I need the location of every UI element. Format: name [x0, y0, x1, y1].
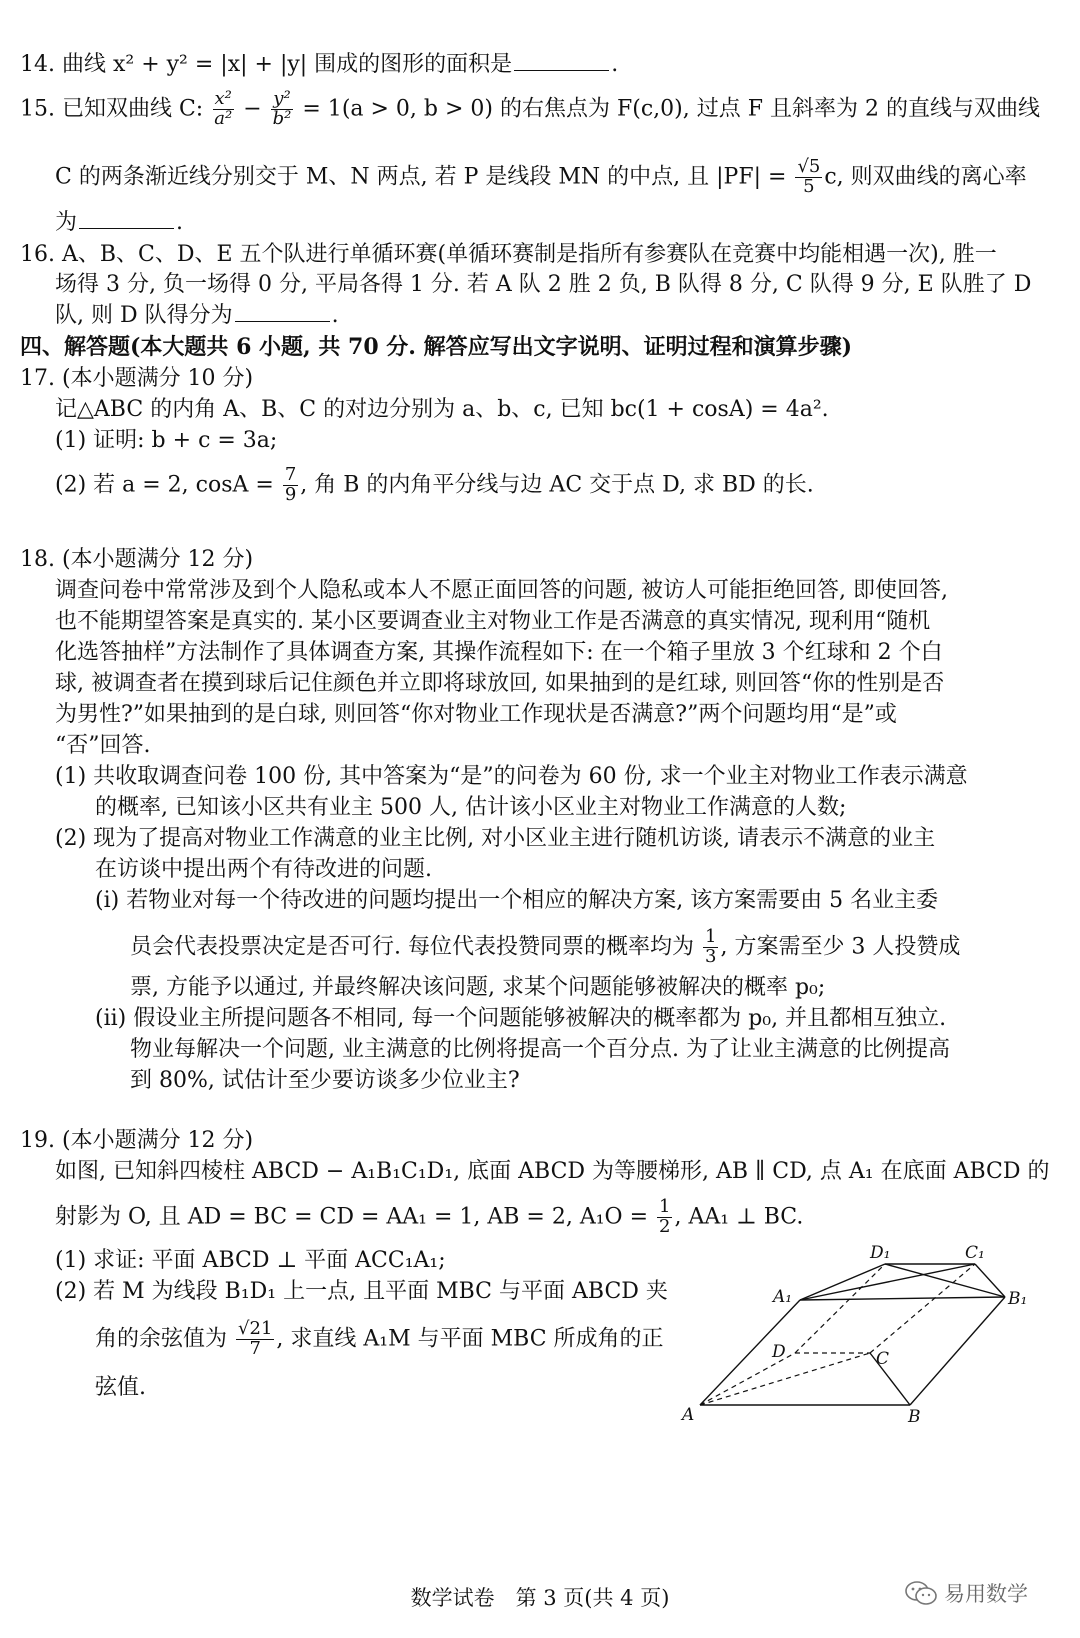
q19-p2-text: 角的余弦值为 [95, 1326, 228, 1352]
q19-line-1: 如图, 已知斜四棱柱 ABCD − A₁B₁C₁D₁, 底面 ABCD 为等腰梯形, AB ∥ CD, 点 A₁ 在底面 ABCD 的 [55, 1159, 1050, 1184]
frac-num: 7 [284, 464, 297, 485]
q18-sub-i-1: (i) 若物业对每一个待改进的问题均提出一个相应的解决方案, 该方案需要由 5 名业主委 [95, 888, 939, 913]
q19-part-2b [95, 1320, 664, 1359]
q19-part-2d: 弦值. [95, 1375, 146, 1400]
q14-end: . [611, 52, 619, 77]
frac-den: b² [272, 107, 292, 129]
q19-p2-text-c: , 求直线 A₁M 与平面 MBC 所成角的正 [276, 1326, 664, 1352]
fraction-y2-b2 [271, 90, 294, 129]
q18-part-1a: (1) 共收取调查问卷 100 份, 其中答案为“是”的问卷为 60 份, 求一个业主对物业工作表示满意 [55, 764, 968, 789]
q16-text-3: 队, 则 D 队得分为 [55, 303, 233, 328]
fraction-x2-a2 [212, 90, 234, 129]
label-A1: A₁ [773, 1287, 793, 1307]
q18-line-6: “否”回答. [55, 733, 151, 758]
frac-den: 9 [284, 483, 297, 505]
edge-D1B1 [885, 1264, 1005, 1297]
prism-figure [680, 1240, 1050, 1425]
label-C1: C₁ [965, 1243, 985, 1263]
q18-part-2b: 在访谈中提出两个有待改进的问题. [95, 857, 432, 882]
q15-end: . [176, 210, 184, 235]
page-footer: 数学试卷 第 3 页(共 4 页) [410, 1586, 670, 1610]
frac-num: 1 [659, 1196, 671, 1217]
q15-text-2: C 的两条渐近线分别交于 M、N 两点, 若 P 是线段 MN 的中点, 且 |PF| = [55, 164, 787, 190]
question-14 [20, 52, 618, 78]
q18-sub-ii-1: (ii) 假设业主所提问题各不相同, 每一个问题能够被解决的概率都为 p₀, 并且都相互独立. [95, 1006, 947, 1031]
answer-blank [235, 303, 330, 322]
label-B1: B₁ [1008, 1289, 1028, 1309]
edge-A1D1 [800, 1264, 885, 1300]
q18-sub-ii-2: 物业每解决一个问题, 业主满意的比例将提高一个百分点. 为了让业主满意的比例提高 [130, 1037, 950, 1062]
question-15-line-2 [55, 158, 1027, 197]
minus-sign: − [243, 96, 262, 122]
edge-CC1 [870, 1264, 975, 1353]
question-16-line-3 [55, 303, 339, 329]
edge-A1B1 [800, 1297, 1005, 1300]
q14-text: 14. 曲线 x² + y² = |x| + |y| 围成的图形的面积是 [20, 52, 513, 77]
edge-BB1 [910, 1297, 1005, 1405]
watermark-text: 易用数学 [944, 1582, 1028, 1606]
q18-part-2a: (2) 现为了提高对物业工作满意的业主比例, 对小区业主进行随机访谈, 请表示不满意的业主 [55, 826, 936, 851]
q17-part-2 [55, 466, 814, 505]
question-15-line-1 [20, 90, 1040, 129]
q17-part-1: (1) 证明: b + c = 3a; [55, 428, 278, 453]
frac-den: 3 [705, 945, 717, 967]
q17-p2-text-b: , 角 B 的内角平分线与边 AC 交于点 D, 求 BD 的长. [300, 472, 814, 498]
q17-line-1: 记△ABC 的内角 A、B、C 的对边分别为 a、b、c, 已知 bc(1 + cosA) = 4a². [55, 397, 829, 422]
q15-text-3: 为 [55, 210, 78, 235]
frac-num: √21 [238, 1318, 273, 1339]
q18-part-1b: 的概率, 已知该小区共有业主 500 人, 估计该小区业主对物业工作满意的人数; [95, 795, 847, 820]
frac-den: 5 [803, 175, 815, 197]
equals-one: = 1 [302, 96, 342, 122]
q15-text-1: 15. 已知双曲线 C: [20, 96, 204, 122]
section-heading: 四、解答题(本大题共 6 小题, 共 70 分. 解答应写出文字说明、证明过程和演算步骤) [20, 334, 853, 360]
q17-heading: 17. (本小题满分 10 分) [20, 366, 254, 391]
q15-text-1b: (a > 0, b > 0) 的右焦点为 F(c,0), 过点 F 且斜率为 2 的直线与双曲线 [341, 96, 1040, 122]
q17-p2-text: (2) 若 a = 2, cosA = [55, 472, 274, 498]
q18-line-1: 调查问卷中常常涉及到个人隐私或本人不愿正面回答的问题, 被访人可能拒绝回答, 即使回答, [55, 578, 948, 603]
q19-line-2 [55, 1198, 803, 1237]
q18-line-2: 也不能期望答案是真实的. 某小区要调查业主对物业工作是否满意的真实情况, 现利用“随机 [55, 609, 931, 634]
q18-line-4: 球, 被调查者在摸到球后记住颜色并立即将球放回, 如果抽到的是红球, 则回答“你的性别是否 [55, 671, 945, 696]
frac-num: 1 [705, 926, 717, 947]
q19-part-1: (1) 求证: 平面 ABCD ⊥ 平面 ACC₁A₁; [55, 1248, 446, 1273]
question-15-line-3 [55, 210, 183, 236]
edge-DD1 [795, 1264, 885, 1353]
q18-sub-i-2 [130, 928, 960, 967]
frac-den: a² [214, 107, 233, 129]
wechat-icon [904, 1580, 938, 1606]
label-D1: D₁ [870, 1243, 891, 1263]
question-16-line-1: 16. A、B、C、D、E 五个队进行单循环赛(单循环赛制是指所有参赛队在竞赛中均能相遇一次), 胜一 [20, 242, 997, 267]
q18-i2-text: 员会代表投票决定是否可行. 每位代表投赞同票的概率均为 [130, 934, 694, 960]
label-B: B [908, 1407, 921, 1425]
fraction-7-9 [283, 466, 298, 505]
q19-heading: 19. (本小题满分 12 分) [20, 1128, 254, 1153]
q18-sub-i-3: 票, 方能予以通过, 并最终解决该问题, 求某个问题能够被解决的概率 p₀; [130, 975, 826, 1000]
q19-part-2a: (2) 若 M 为线段 B₁D₁ 上一点, 且平面 MBC 与平面 ABCD 夹 [55, 1279, 668, 1304]
label-C: C [876, 1349, 890, 1369]
q18-line-5: 为男性?”如果抽到的是白球, 则回答“你对物业工作现状是否满意?”两个问题均用“是”或 [55, 702, 897, 727]
edge-C1B1 [975, 1264, 1005, 1297]
q18-line-3: 化选答抽样”方法制作了具体调查方案, 其操作流程如下: 在一个箱子里放 3 个红球和 2 个白 [55, 640, 943, 665]
frac-num: y² [273, 88, 291, 109]
watermark [904, 1578, 1028, 1608]
answer-blank [514, 52, 609, 71]
fraction-sqrt5-5 [795, 158, 822, 197]
q16-end: . [331, 303, 339, 328]
frac-den: 7 [249, 1337, 261, 1359]
frac-num: √5 [797, 156, 821, 177]
frac-den: 2 [659, 1215, 671, 1237]
fraction-sqrt21-7 [236, 1320, 274, 1359]
answer-blank [79, 210, 174, 229]
label-D: D [772, 1342, 786, 1362]
q19-l2-text: 射影为 O, 且 AD = BC = CD = AA₁ = 1, AB = 2, A₁O = [55, 1204, 649, 1230]
q18-heading: 18. (本小题满分 12 分) [20, 547, 254, 572]
q19-l2-text-b: , AA₁ ⊥ BC. [674, 1204, 804, 1230]
fraction-1-2 [657, 1198, 672, 1237]
q18-sub-ii-3: 到 80%, 试估计至少要访谈多少位业主? [130, 1068, 520, 1093]
q18-i2-text-b: , 方案需至少 3 人投赞成 [720, 934, 961, 960]
q15-text-2b: c, 则双曲线的离心率 [824, 164, 1027, 190]
question-16-line-2: 场得 3 分, 负一场得 0 分, 平局各得 1 分. 若 A 队 2 胜 2 负, B 队得 8 分, C 队得 9 分, E 队胜了 D [55, 272, 1032, 297]
frac-num: x² [214, 88, 232, 109]
label-A: A [682, 1405, 695, 1425]
fraction-1-3 [703, 928, 718, 967]
